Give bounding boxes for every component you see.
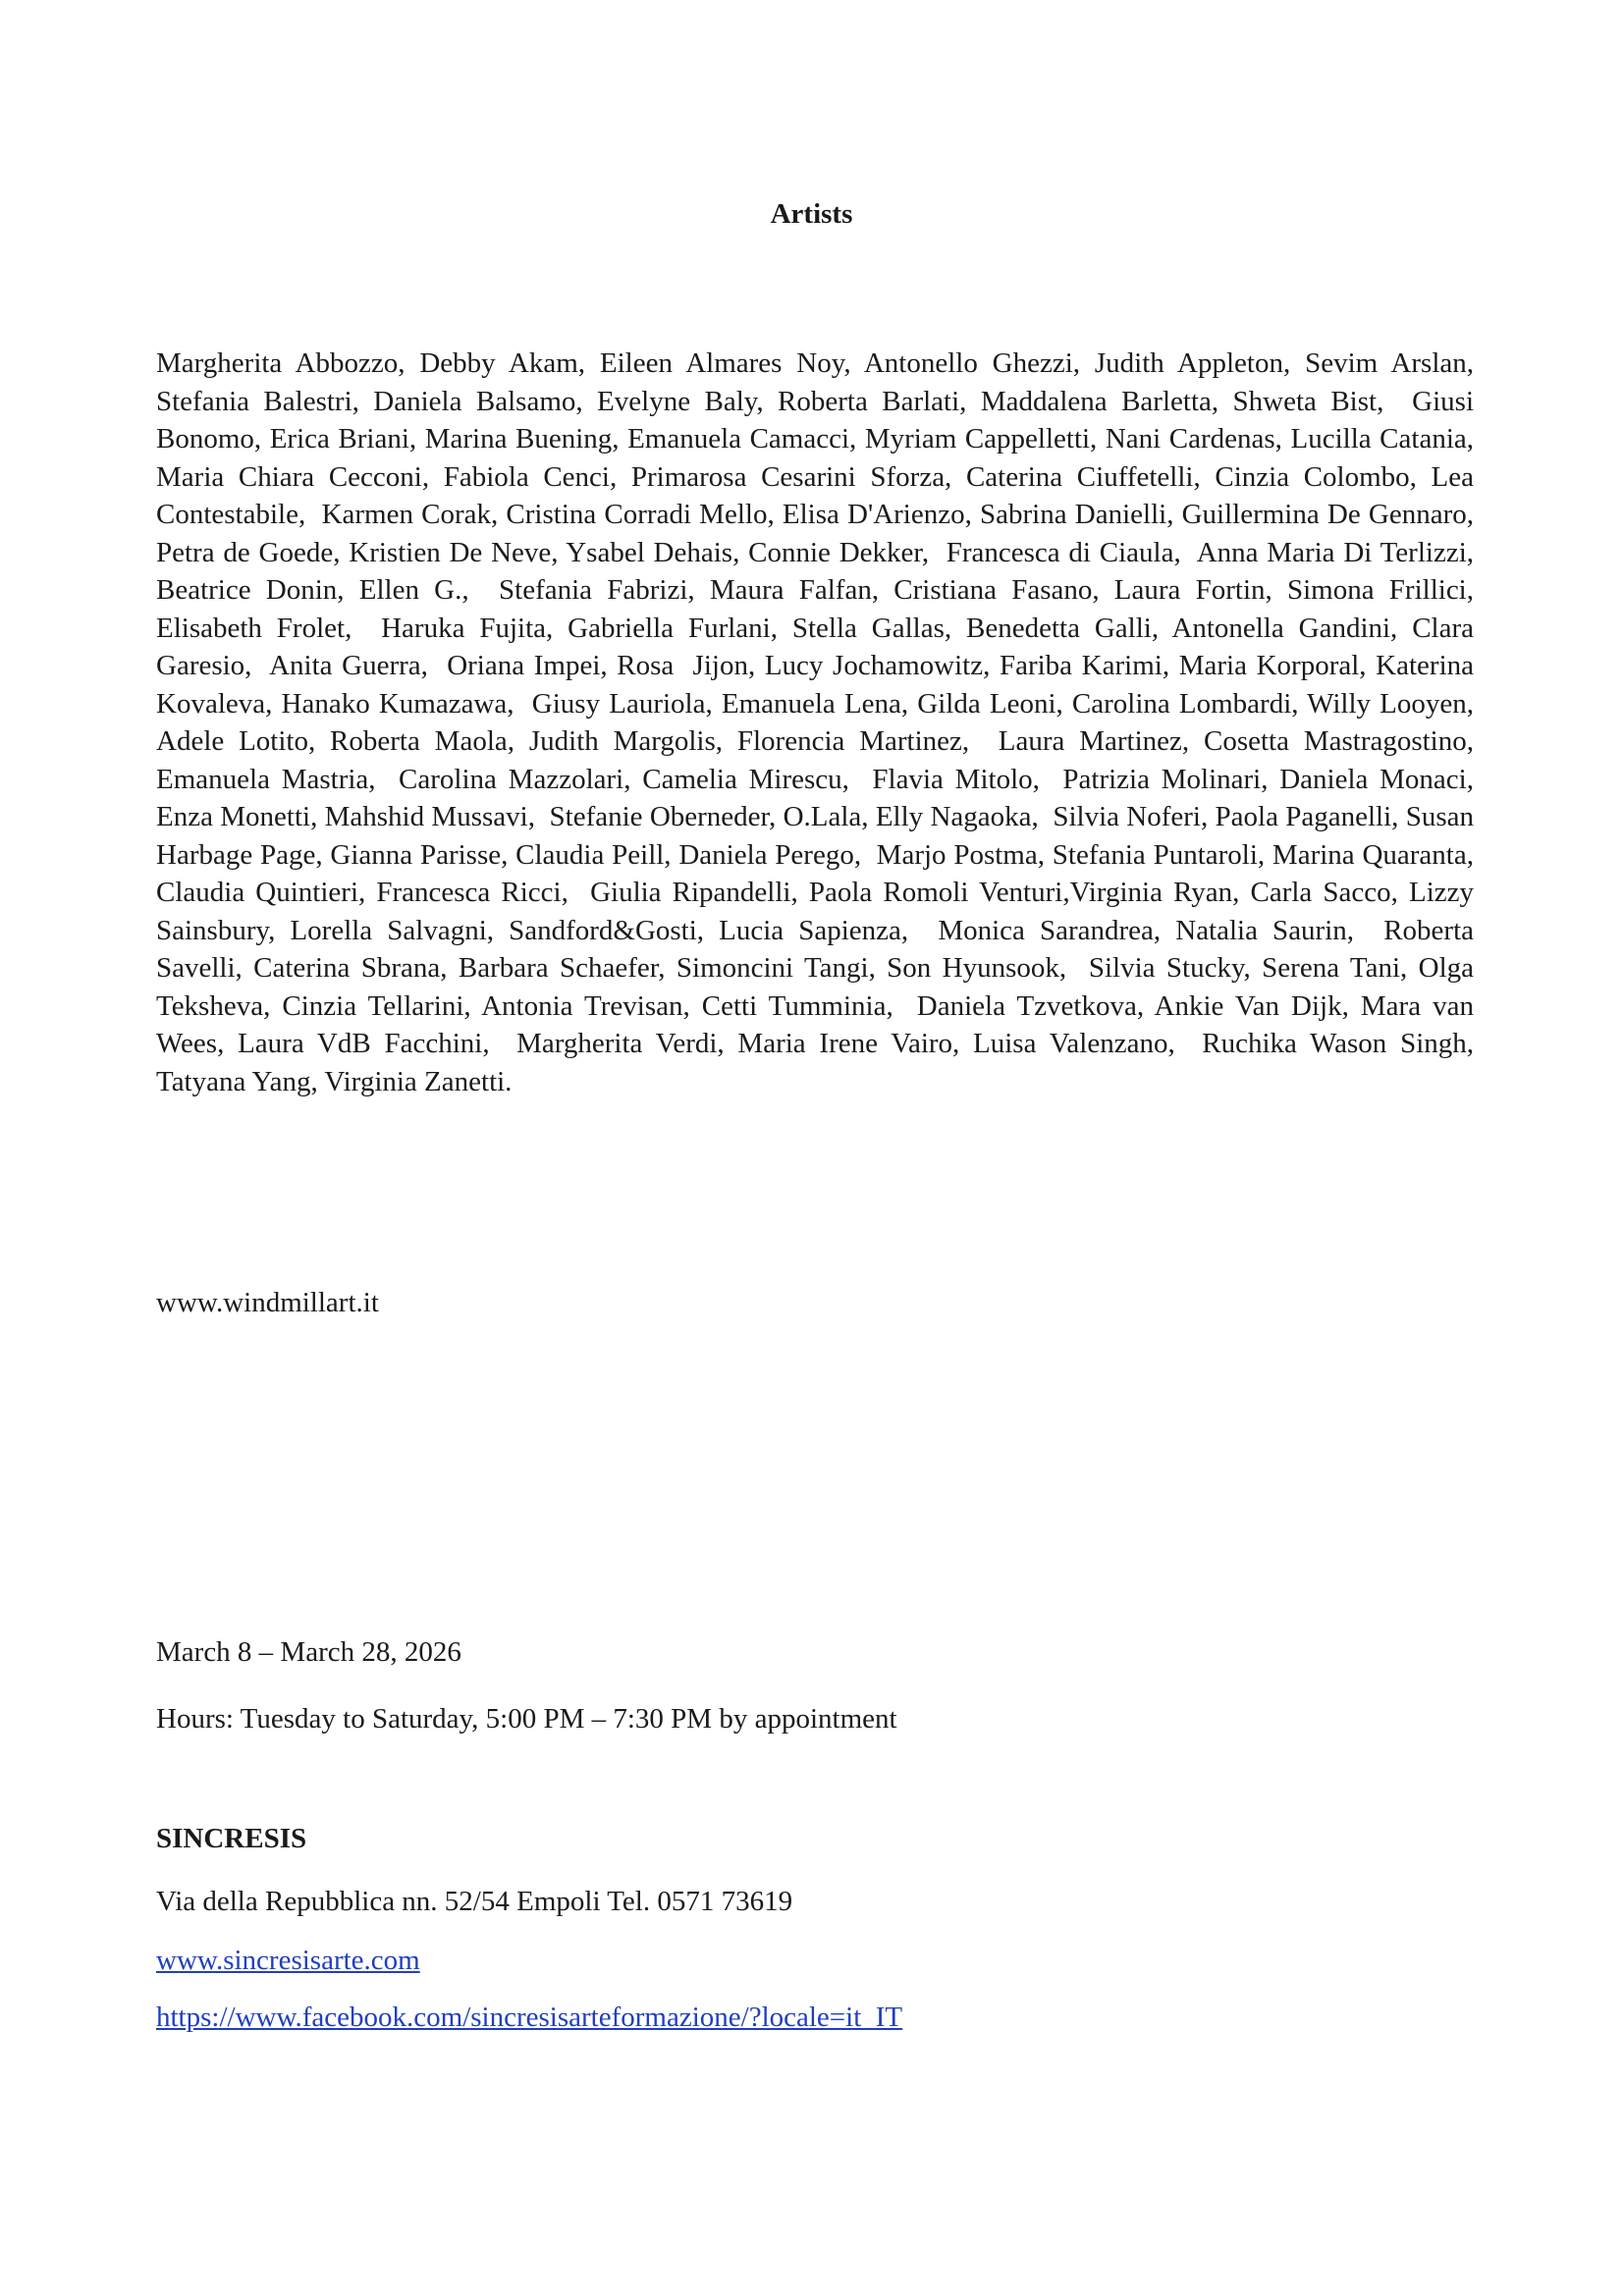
venue-name: SINCRESIS [156, 1823, 307, 1854]
sincresis-facebook-line [156, 1998, 902, 2037]
page-title: Artists [770, 198, 853, 230]
opening-hours: Hours: Tuesday to Saturday, 5:00 PM – 7:30 PM by appointment [156, 1703, 897, 1735]
exhibition-dates: March 8 – March 28, 2026 [156, 1636, 461, 1668]
sincresis-website-line [156, 1941, 420, 1980]
venue-address: Via della Repubblica nn. 52/54 Empoli Tel. 0571 73619 [156, 1886, 793, 1917]
sincresis-website-link[interactable]: www.sincresisarte.com [156, 1945, 420, 1976]
sincresis-facebook-link[interactable]: https://www.facebook.com/sincresisarteformazione/?locale=it_IT [156, 2002, 903, 2033]
windmillart-website-text: www.windmillart.it [156, 1287, 379, 1318]
artists-list-paragraph: Margherita Abbozzo, Debby Akam, Eileen Almares Noy, Antonello Ghezzi, Judith Appleton, Sevim Arslan, Stefania Balestri, Daniela Balsamo, Evelyne Baly, Roberta Barlati, Maddalena Barletta, Shweta Bist, Giusi Bonomo, Erica Briani, Marina Buening, Emanuela Camacci, Myriam Cappelletti, Nani Cardenas, Lucilla Catania, Maria Chiara Cecconi, Fabiola Cenci, Primarosa Cesarini Sforza, Caterina Ciuffetelli, Cinzia Colombo, Lea Contestabile, Karmen Corak, Cristina Corradi Mello, Elisa D'Arienzo, Sabrina Danielli, Guillermina De Gennaro, Petra de Goede, Kristien De Neve, Ysabel Dehais, Connie Dekker, Francesca di Ciaula, Anna Maria Di Terlizzi, Beatrice Donin, Ellen G., Stefania Fabrizi, Maura Falfan, Cristiana Fasano, Laura Fortin, Simona Frillici, Elisabeth Frolet, Haruka Fujita, Gabriella Furlani, Stella Gallas, Benedetta Galli, Antonella Gandini, Clara Garesio, Anita Guerra, Oriana Impei, Rosa Jijon, Lucy Jochamowitz, Fariba Karimi, Maria Korporal, Katerina Kovaleva, Hanako Kumazawa, Giusy Lauriola, Emanuela Lena, Gilda Leoni, Carolina Lombardi, Willy Looyen, Adele Lotito, Roberta Maola, Judith Margolis, Florencia Martinez, Laura Martinez, Cosetta Mastragostino, Emanuela Mastria, Carolina Mazzolari, Camelia Mirescu, Flavia Mitolo, Patrizia Molinari, Daniela Monaci, Enza Monetti, Mahshid Mussavi, Stefanie Oberneder, O.Lala, Elly Nagaoka, Silvia Noferi, Paola Paganelli, Susan Harbage Page, Gianna Parisse, Claudia Peill, Daniela Perego, Marjo Postma, Stefania Puntaroli, Marina Quaranta, Claudia Quintieri, Francesca Ricci, Giulia Ripandelli, Paola Romoli Venturi,Virginia Ryan, Carla Sacco, Lizzy Sainsbury, Lorella Salvagni, Sandford&Gosti, Lucia Sapienza, Monica Sarandrea, Natalia Saurin, Roberta Savelli, Caterina Sbrana, Barbara Schaefer, Simoncini Tangi, Son Hyunsook, Silvia Stucky, Serena Tani, Olga Teksheva, Cinzia Tellarini, Antonia Trevisan, Cetti Tumminia, Daniela Tzvetkova, Ankie Van Dijk, Mara van Wees, Laura VdB Facchini, Margherita Verdi, Maria Irene Vairo, Luisa Valenzano, Ruchika Wason Singh, Tatyana Yang, Virginia Zanetti. [156, 347, 1482, 1097]
